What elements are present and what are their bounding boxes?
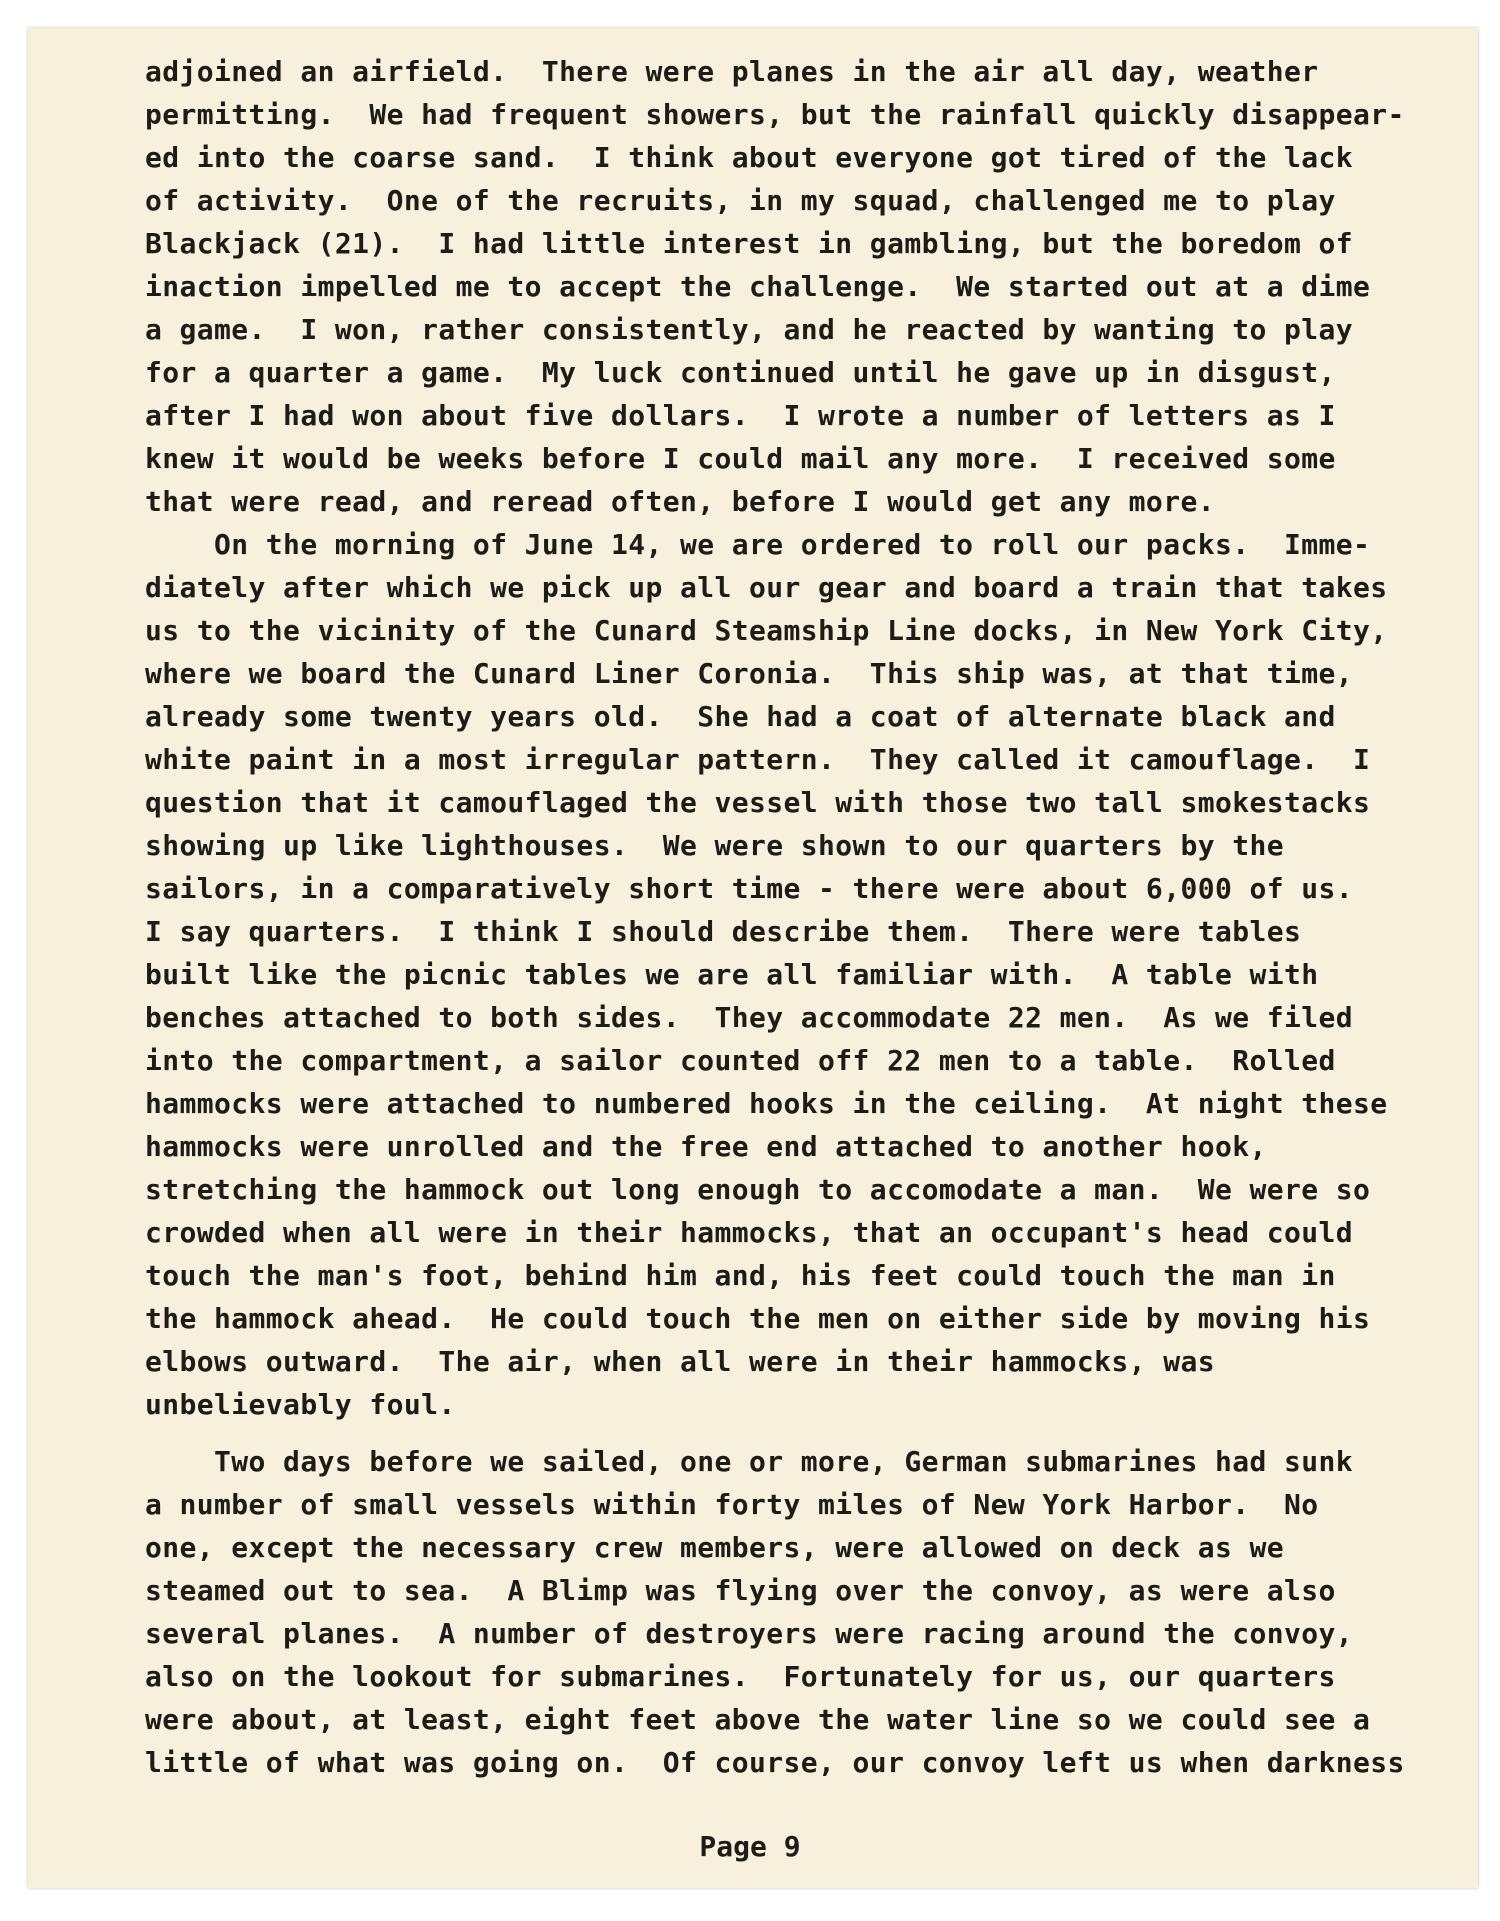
text-line: after I had won about five dollars. I wrote a number of letters as I [145,399,1336,432]
text-line: On the morning of June 14, we are ordered to roll our packs. Imme- [145,528,1371,561]
paragraph-3 [145,1440,1445,1784]
text-line: little of what was going on. Of course, our convoy left us when darkness [145,1746,1405,1779]
text-line: one, except the necessary crew members, were allowed on deck as we [145,1531,1284,1564]
text-line: the hammock ahead. He could touch the men on either side by moving his [145,1302,1371,1335]
text-line: crowded when all were in their hammocks, that an occupant's head could [145,1216,1354,1249]
text-line: where we board the Cunard Liner Coronia. This ship was, at that time, [145,657,1354,690]
text-line: were about, at least, eight feet above the water line so we could see a [145,1703,1371,1736]
text-line: touch the man's foot, behind him and, his feet could touch the man in [145,1259,1336,1292]
text-line: steamed out to sea. A Blimp was flying over the convoy, as were also [145,1574,1336,1607]
text-line: hammocks were attached to numbered hooks in the ceiling. At night these [145,1087,1388,1120]
text-line: inaction impelled me to accept the challenge. We started out at a dime [145,270,1371,303]
text-line: showing up like lighthouses. We were shown to our quarters by the [145,829,1284,862]
text-line: of activity. One of the recruits, in my squad, challenged me to play [145,184,1336,217]
text-line: built like the picnic tables we are all familiar with. A table with [145,958,1319,991]
text-line: adjoined an airfield. There were planes in the air all day, weather [145,55,1319,88]
text-line: knew it would be weeks before I could mail any more. I received some [145,442,1336,475]
document-body [145,50,1445,1784]
text-line: already some twenty years old. She had a coat of alternate black and [145,700,1336,733]
text-line: into the compartment, a sailor counted off 22 men to a table. Rolled [145,1044,1336,1077]
text-line: elbows outward. The air, when all were in their hammocks, was [145,1345,1215,1378]
text-line: ed into the coarse sand. I think about everyone got tired of the lack [145,141,1354,174]
text-line: permitting. We had frequent showers, but the rainfall quickly disappear- [145,98,1405,131]
text-line: unbelievably foul. [145,1388,456,1421]
text-line: us to the vicinity of the Cunard Steamship Line docks, in New York City, [145,614,1388,647]
paragraph-2 [145,523,1445,1426]
text-line: diately after which we pick up all our gear and board a train that takes [145,571,1388,604]
text-line: several planes. A number of destroyers were racing around the convoy, [145,1617,1354,1650]
text-line: a number of small vessels within forty miles of New York Harbor. No [145,1488,1319,1521]
text-line: Blackjack (21). I had little interest in gambling, but the boredom of [145,227,1354,260]
text-line: question that it camouflaged the vessel with those two tall smokestacks [145,786,1371,819]
page-number: Page 9 [699,1830,801,1863]
text-line: Two days before we sailed, one or more, German submarines had sunk [145,1445,1354,1478]
text-line: also on the lookout for submarines. Fortunately for us, our quarters [145,1660,1336,1693]
text-line: for a quarter a game. My luck continued until he gave up in disgust, [145,356,1336,389]
text-line: white paint in a most irregular pattern. They called it camouflage. I [145,743,1371,776]
text-line: benches attached to both sides. They accommodate 22 men. As we filed [145,1001,1354,1034]
text-line: a game. I won, rather consistently, and he reacted by wanting to play [145,313,1354,346]
text-line: that were read, and reread often, before I would get any more. [145,485,1215,518]
paragraph-gap [145,1426,1445,1440]
text-line: sailors, in a comparatively short time - there were about 6,000 of us. [145,872,1354,905]
text-line: stretching the hammock out long enough to accomodate a man. We were so [145,1173,1371,1206]
paragraph-1 [145,50,1445,523]
text-line: I say quarters. I think I should describe them. There were tables [145,915,1302,948]
text-line: hammocks were unrolled and the free end attached to another hook, [145,1130,1267,1163]
